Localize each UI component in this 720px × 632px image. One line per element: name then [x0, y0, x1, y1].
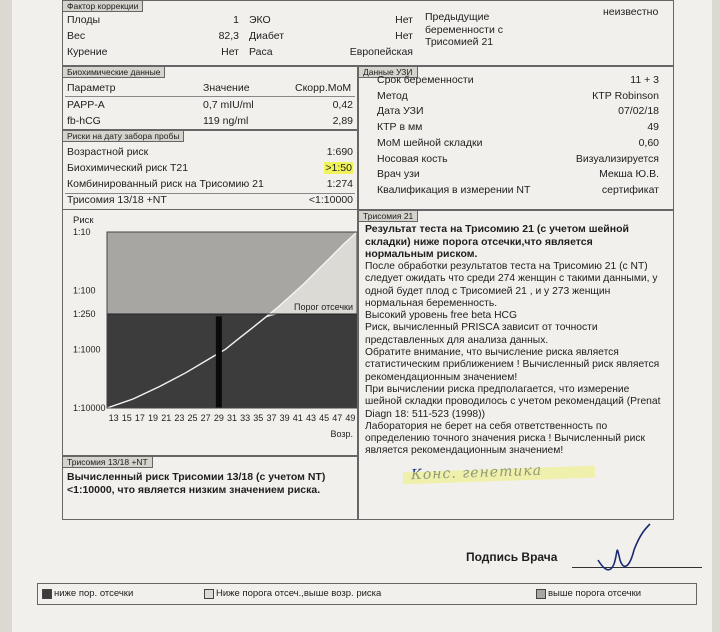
correction-value2: Европейская: [349, 46, 413, 58]
risk-value: [263, 162, 353, 175]
risk-value: [263, 146, 353, 159]
ultrasound-label: Врач узи: [377, 168, 420, 181]
legend-label: Ниже порога отсеч.,выше возр. риска: [216, 588, 382, 599]
legend-swatch: [536, 589, 546, 599]
t21-title: Результат теста на Трисомию 21 (с учетом шейной складки) ниже порога отсечки,что является нормальным риском.: [365, 223, 629, 261]
x-tick-label: 33: [240, 413, 251, 423]
risk-value-text: <1:10000: [308, 194, 353, 206]
risk-label: Возрастной риск: [67, 146, 149, 158]
ultrasound-label: Срок беременности: [377, 74, 474, 86]
correction-label2: Раса: [249, 46, 273, 58]
t21-paragraph: Лаборатория не берет на себя ответственность по определению точного значения риска ! Вычисленный риск является рекомендационным значением!: [365, 420, 646, 457]
chart-xlabel: Возр.: [330, 429, 353, 439]
y-tick-label: 1:250: [73, 309, 96, 320]
biochem-mom: 2,89: [332, 115, 353, 127]
ultrasound-value: 49: [647, 121, 659, 134]
x-tick-label: 45: [319, 413, 330, 423]
prev-pregnancies-value: неизвестно: [603, 6, 659, 18]
ultrasound-label: Носовая кость: [377, 152, 448, 165]
x-tick-label: 19: [148, 413, 159, 423]
legend-label: ниже пор. отсечки: [54, 588, 134, 599]
risk-label: Биохимический риск Т21: [67, 162, 189, 174]
t21-header: Трисомия 21: [359, 211, 418, 222]
correction-label: Вес: [67, 30, 86, 42]
legend-swatch: [204, 589, 214, 599]
legend-swatch: [42, 589, 52, 599]
x-tick-label: 49: [345, 413, 356, 423]
risk-value: [263, 178, 353, 191]
risk-chart: [63, 210, 357, 454]
t21-paragraph: Высокий уровень free beta HCG: [365, 310, 517, 322]
risk-value: [263, 194, 353, 207]
biochem-param: fb-hCG: [67, 115, 101, 127]
ultrasound-section: [358, 66, 674, 210]
biochem-col-param: Параметр: [67, 82, 116, 94]
ultrasound-value: сертификат: [601, 183, 659, 196]
biochem-col-value: Значение: [203, 82, 250, 94]
t21-paragraphs: [365, 261, 665, 458]
y-tick-label: 1:10: [73, 227, 91, 237]
ultrasound-value: Визуализируется: [575, 152, 659, 165]
risk-label: Трисомия 13/18 +NT: [67, 194, 167, 206]
t1318-text: Вычисленный риск Трисомии 13/18 (с учетом NT) <1:10000, что является низким значением риска.: [67, 471, 326, 496]
x-tick-label: 37: [266, 413, 277, 423]
x-tick-label: 15: [121, 413, 132, 423]
report-sheet: [12, 0, 712, 632]
biochem-value: 119 ng/ml: [203, 115, 249, 127]
biochem-col-mom: Скорр.МоМ: [295, 82, 352, 94]
doctor-signature: [584, 520, 654, 580]
x-tick-label: 27: [200, 413, 211, 423]
correction-label2: ЭКО: [249, 14, 271, 26]
ultrasound-label: МоМ шейной складки: [377, 136, 483, 149]
risks-header: Риски на дату забора пробы: [63, 131, 184, 142]
ultrasound-value: 07/02/18: [618, 105, 659, 118]
t21-paragraph: Обратите внимание, что вычисление риска является статистическим приближением ! Вычисленный риск является рекомендационным значением!: [365, 347, 660, 383]
x-tick-label: 39: [279, 413, 290, 423]
correction-value2: Нет: [395, 30, 413, 42]
risk-chart-section: [62, 210, 358, 456]
ultrasound-label: Квалификация в измерении NT: [377, 183, 531, 196]
chart-ylabel: Риск: [73, 215, 94, 226]
legend-label: выше порога отсечки: [548, 588, 642, 599]
correction-label: Плоды: [67, 14, 101, 26]
x-tick-label: 43: [305, 413, 316, 423]
risk-value-text: 1:690: [326, 146, 353, 158]
y-tick-label: 1:100: [73, 285, 96, 296]
t21-section: [358, 210, 674, 520]
y-tick-label: 1:10000: [73, 403, 106, 413]
risk-value-text: 1:274: [326, 178, 353, 190]
correction-value: 82,3: [218, 30, 239, 42]
t21-paragraph: После обработки результатов теста на Трисомию 21 (с NT) следует ожидать что среди 274 женщин с такими данными, у одной будет плод с Трисомией 21 , и у 273 женщин нормальная беременность.: [365, 261, 658, 309]
x-tick-label: 35: [253, 413, 264, 423]
risk-label: Комбинированный риск на Трисомию 21: [67, 178, 264, 190]
ultrasound-value: КТР Robinson: [592, 89, 659, 102]
biochem-value: 0,7 mIU/ml: [203, 99, 254, 111]
x-tick-label: 47: [332, 413, 343, 423]
x-tick-label: 21: [161, 413, 172, 423]
biochem-section: [62, 66, 358, 130]
biochem-param: PAPP-A: [67, 99, 105, 111]
y-tick-label: 1:1000: [73, 344, 101, 355]
correction-label2: Диабет: [249, 30, 285, 42]
x-tick-label: 25: [187, 413, 198, 423]
biochem-header: Биохимические данные: [63, 67, 165, 78]
x-tick-label: 13: [108, 413, 119, 423]
correction-section: [62, 0, 674, 66]
x-tick-label: 41: [292, 413, 303, 423]
correction-value: 1: [233, 14, 239, 26]
cutoff-label: Порог отсечки: [294, 302, 353, 313]
ultrasound-value: Мекша Ю.В.: [599, 168, 659, 181]
x-tick-label: 29: [213, 413, 224, 423]
ultrasound-value: 0,60: [638, 136, 659, 149]
ultrasound-label: Дата УЗИ: [377, 105, 424, 118]
t21-paragraph: При вычислении риска предполагается, что измерение шейной складки проводилось с учетом рекомендаций (Prenat Diagn 18: 511-523 (1998)): [365, 383, 661, 420]
prev-pregnancies-label: Предыдущие беременности с Трисомией 21: [425, 11, 504, 48]
biochem-mom: 0,42: [332, 99, 353, 111]
signature-label: Подпись Врача: [466, 550, 558, 564]
ultrasound-label: Метод: [377, 89, 408, 102]
x-tick-label: 31: [226, 413, 238, 423]
ultrasound-value: 11 + 3: [630, 74, 659, 86]
patient-risk-bar: [216, 316, 222, 408]
t21-paragraph: Риск, вычисленный PRISCA зависит от точности представленных для анализа данных.: [365, 322, 598, 346]
t1318-section: [62, 456, 358, 520]
x-tick-label: 23: [174, 413, 185, 423]
correction-header: Фактор коррекции: [63, 1, 143, 12]
x-tick-label: 17: [134, 413, 145, 423]
t1318-header: Трисомия 13/18 +NT: [63, 457, 153, 468]
risk-value-text: >1:50: [325, 162, 352, 174]
risks-section: [62, 130, 358, 210]
correction-value: Нет: [221, 46, 239, 58]
ultrasound-header: Данные УЗИ: [359, 67, 418, 78]
ultrasound-label: КТР в мм: [377, 121, 423, 134]
correction-label: Курение: [67, 46, 108, 58]
correction-value2: Нет: [395, 14, 413, 26]
